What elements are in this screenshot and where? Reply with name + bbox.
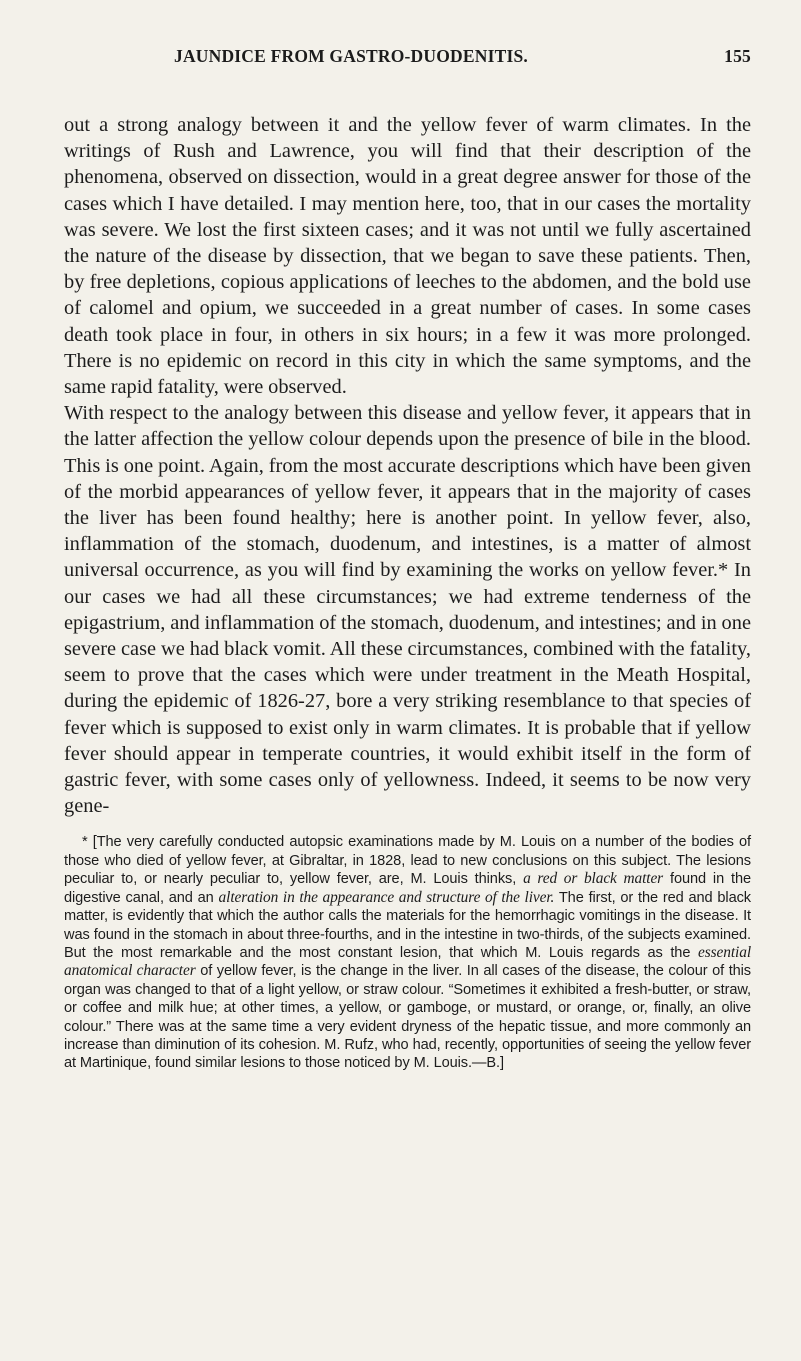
footnote-segment: found in the digestive canal, and an — [64, 871, 751, 906]
main-text — [64, 112, 751, 819]
footnote-emphasis: essential anatomical character — [64, 943, 751, 980]
footnote-segment: of yellow fever, is the change in the liver. In all cases of the disease, the colour of this organ was changed to that of a light yellow, or straw colour. “Sometimes it exhibited a fresh-butter, or straw, or coffee and milk hue; at other times, a yellow, or gamboge, or mustard, or orange, or, finally, an olive colour.” There was at the same time a very evident dryness of the hepatic tissue, and more commonly an increase than diminution of its cohesion. M. Rufz, who had, recently, opportunities of seeing the yellow fever at Martinique, found similar lesions to those noticed by M. Louis.—B.] — [64, 963, 752, 1072]
paragraph: With respect to the analogy between this disease and yellow fever, it appears that in the latter affection the yellow colour depends upon the presence of bile in the blood. This is one point. Again, from the most accurate descriptions which have been given of the morbid appearances of yellow fever, it appears that in the majority of cases the liver has been found healthy; here is another point. In yellow fever, also, inflammation of the stomach, duodenum, and intestines, is a matter of almost universal occurrence, as you will find by examining the works on yellow fever.* In our cases we had all these circumstances; we had extreme tenderness of the epigastrium, and inflammation of the stomach, duodenum, and intestines; and in one severe case we had black vomit. All these circumstances, combined with the fatality, seem to prove that the cases which were under treatment in the Meath Hospital, during the epidemic of 1826-27, bore a very striking resemblance to that species of fever which is supposed to exist only in warm climates. It is probable that if yellow fever should appear in temperate countries, it would exhibit itself in the form of gastric fever, with some cases only of yellowness. Indeed, it seems to be now very gene- — [64, 402, 751, 818]
footnote-emphasis: a red or black matter — [523, 870, 664, 888]
footnote-text — [64, 833, 751, 1072]
footnote-emphasis: alteration in the appearance and structure of the liver. — [218, 888, 555, 906]
running-header — [64, 46, 751, 76]
page-number: 155 — [724, 46, 751, 66]
footnote-segment: The first, or the red and black matter, is evidently that which the author calls the materials for the hemorrhagic vomitings in the disease. It was found in the stomach in about three-fourths, and in the intestine in two-thirds, of the subjects examined. But the most remarkable and the most constant lesion, that which M. Louis regards as the — [64, 889, 751, 961]
running-title: JAUNDICE FROM GASTRO-DUODENITIS. — [174, 46, 528, 66]
footnote-segment: * [The very carefully conducted autopsic examinations made by M. Louis on a number of the bodies of those who died of yellow fever, at Gibraltar, in 1828, lead to new conclusions on this subject. The lesions peculiar to, or nearly peculiar to, yellow fever, are, M. Louis thinks, — [64, 834, 751, 888]
paragraph: out a strong analogy between it and the yellow fever of warm climates. In the writings of Rush and Lawrence, you will find that their description of the phenomena, observed on dissection, would in a great degree answer for those of the cases which I have detailed. I may mention here, too, that in our cases the mortality was severe. We lost the first sixteen cases; and it was not until we fully ascertained the nature of the disease by dissection, that we began to save these patients. Then, by free depletions, copious applications of leeches to the abdomen, and the bold use of calomel and opium, we succeeded in a great number of cases. In some cases death took place in four, in others in six hours; in a few it was more prolonged. There is no epidemic on record in this city in which the same symptoms, and the same rapid fatality, were observed. — [64, 114, 751, 399]
footnote — [64, 833, 751, 1072]
